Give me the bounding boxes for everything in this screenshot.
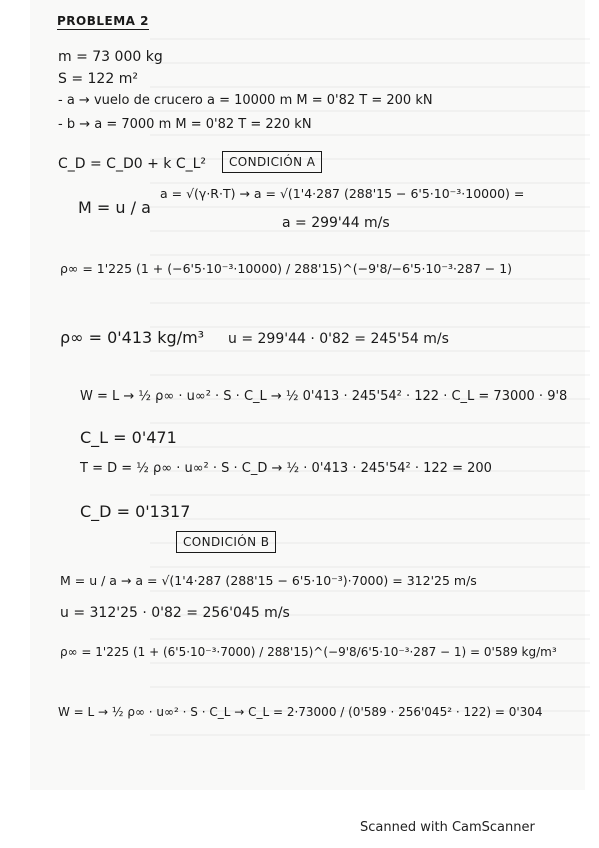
condition-a-box: CONDICIÓN A	[222, 151, 322, 173]
sound-speed-b: M = u / a → a = √(1'4·287 (288'15 − 6'5·10⁻³)·7000) = 312'25 m/s	[60, 573, 477, 588]
scanner-watermark: Scanned with CamScanner	[360, 820, 535, 835]
velocity-b: u = 312'25 · 0'82 = 256'045 m/s	[60, 605, 290, 621]
condition-b-box: CONDICIÓN B	[176, 531, 276, 553]
bleed-through-texture	[150, 38, 590, 738]
surface-line: S = 122 m²	[58, 71, 138, 87]
drag-a-equation: T = D = ½ ρ∞ · u∞² · S · C_D → ½ · 0'413 · 245'54² · 122 = 200	[80, 461, 492, 476]
lift-a-equation: W = L → ½ ρ∞ · u∞² · S · C_L → ½ 0'413 · 245'54² · 122 · C_L = 73000 · 9'8	[80, 389, 568, 404]
density-a-equation: ρ∞ = 1'225 (1 + (−6'5·10⁻³·10000) / 288'15)^(−9'8/−6'5·10⁻³·287 − 1)	[60, 261, 513, 276]
cl-a-result: C_L = 0'471	[80, 428, 177, 447]
mass-line: m = 73 000 kg	[58, 49, 163, 65]
velocity-a: u = 299'44 · 0'82 = 245'54 m/s	[228, 331, 449, 347]
case-b-line: - b → a = 7000 m M = 0'82 T = 220 kN	[58, 117, 312, 132]
density-a-result: ρ∞ = 0'413 kg/m³	[60, 328, 205, 347]
drag-polar-equation: C_D = C_D0 + k C_L²	[58, 156, 207, 172]
lift-b-equation: W = L → ½ ρ∞ · u∞² · S · C_L → C_L = 2·73000 / (0'589 · 256'045² · 122) = 0'304	[58, 705, 543, 719]
sound-speed-a: a = √(γ·R·T) → a = √(1'4·287 (288'15 − 6'5·10⁻³·10000) =	[160, 186, 525, 201]
mach-definition: M = u / a	[78, 198, 151, 217]
case-a-line: - a → vuelo de crucero a = 10000 m M = 0'82 T = 200 kN	[58, 93, 433, 108]
cd-a-result: C_D = 0'1317	[80, 502, 191, 521]
sound-speed-a-result: a = 299'44 m/s	[282, 215, 390, 231]
page-title: PROBLEMA 2	[57, 14, 149, 28]
density-b-equation: ρ∞ = 1'225 (1 + (6'5·10⁻³·7000) / 288'15)^(−9'8/6'5·10⁻³·287 − 1) = 0'589 kg/m³	[60, 645, 557, 659]
